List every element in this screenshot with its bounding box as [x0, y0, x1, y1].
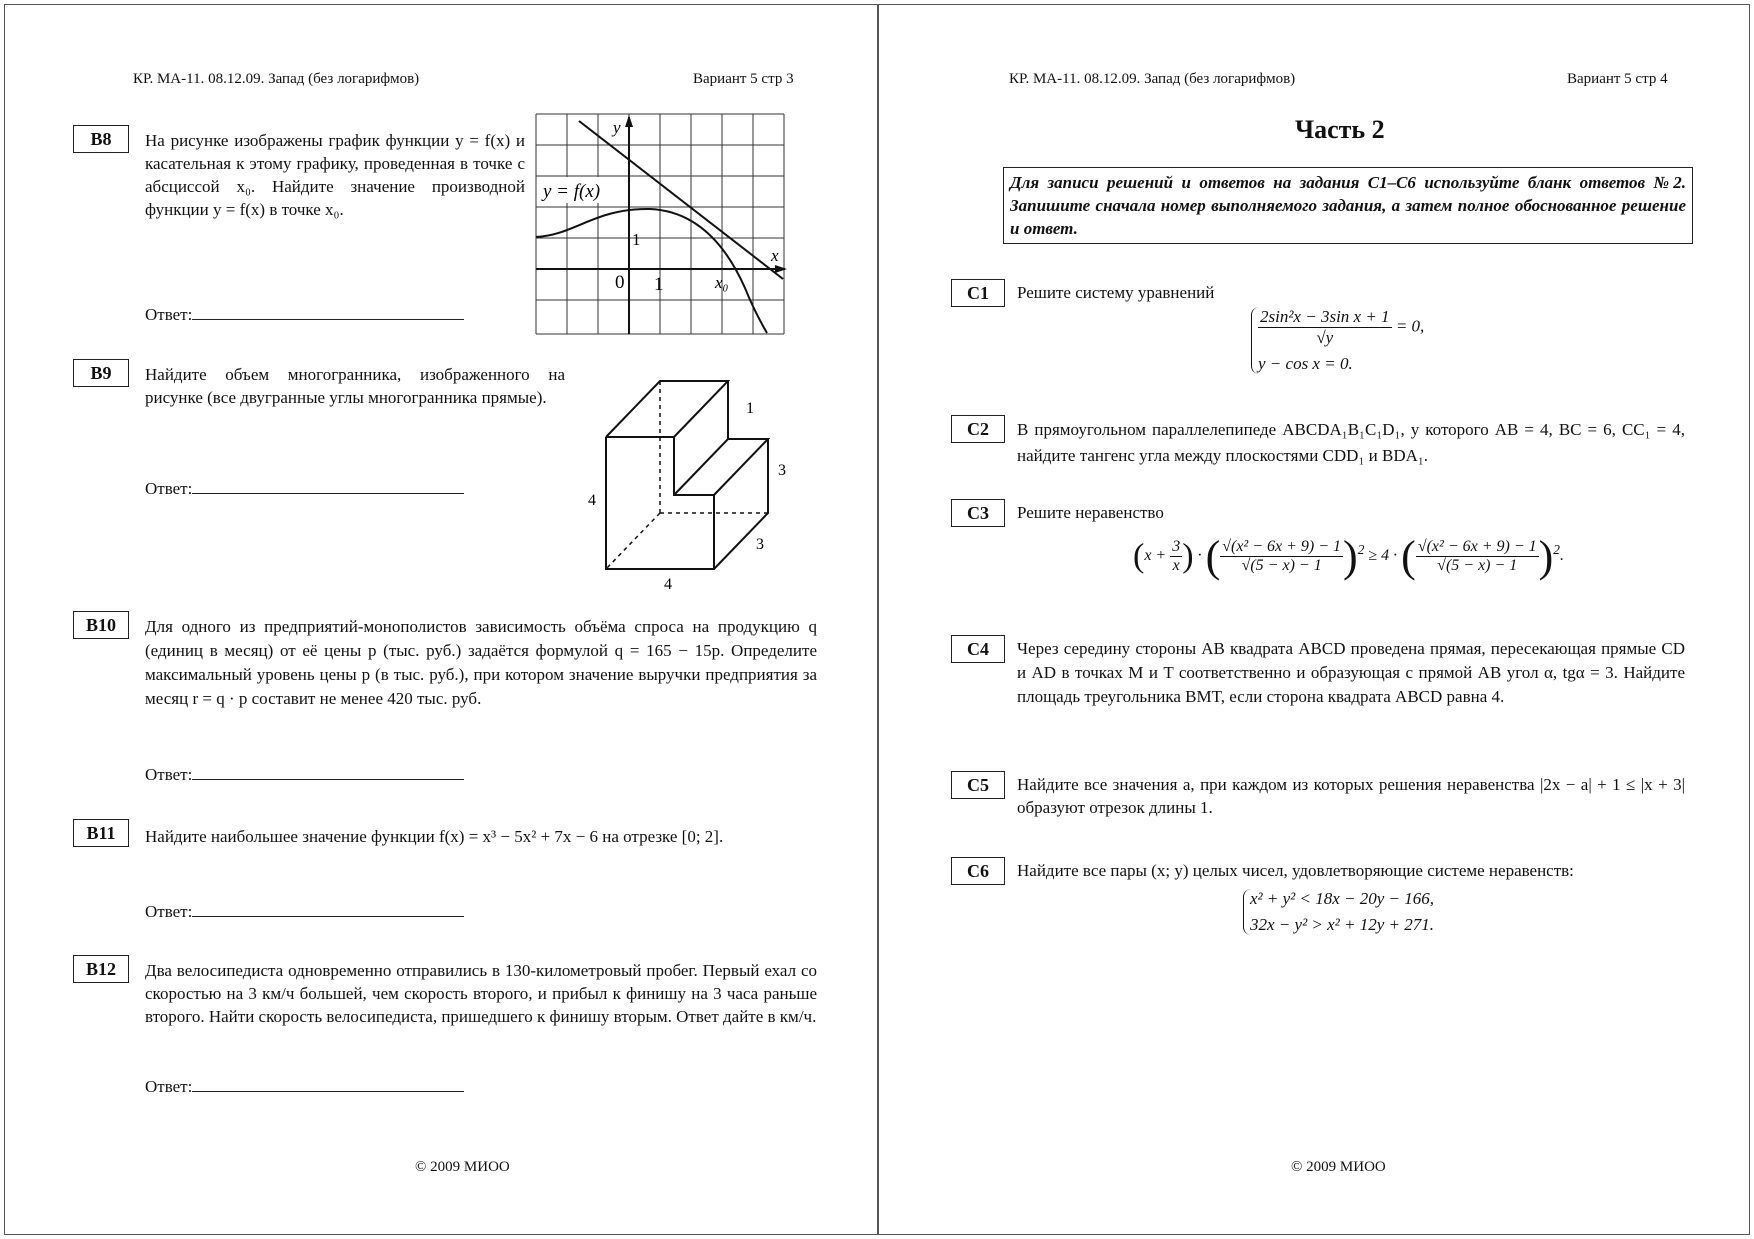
answer-b12: Ответ:	[145, 1077, 464, 1097]
answer-b10: Ответ:	[145, 765, 464, 785]
header-page-number: Вариант 5 стр 4	[1567, 71, 1668, 87]
c3-inequality: (x + $\frac{3}{x}$ ) · ( $\frac{\text{√(x² − 6x + 9) − 1}}{√(5 - x) - 1}$ )$^2$ ≥ 4 · ( $\frac{\text{√(x² − 6x + 9) − 1}}{√(5 - x) - 1}$ )$^2$.	[1133, 532, 1564, 581]
task-b10-text: Для одного из предприятий-монополистов зависимость объёма спроса на продукцию q (единиц в месяц) от её цены p (тыс. руб.) задаётся формулой q = 165 − 15p. Определите максимальный уровень цены p (в тыс. руб.), при котором значение выручки предприятия за месяц r = q · p составит не менее 420 тыс. руб.	[145, 617, 817, 708]
c3-frac-numerator: √(x² − 6x + 9) − 1	[1222, 538, 1342, 555]
answer-b11: Ответ:	[145, 902, 464, 922]
origin-label: 0	[615, 272, 625, 293]
task-label-c6: C6	[951, 857, 1005, 885]
polyhedron-figure	[580, 375, 800, 595]
dim-top: 1	[746, 400, 754, 417]
c6-ineq2: 32x − y² > x² + 12y + 271.	[1250, 915, 1435, 934]
page-right	[878, 4, 1750, 1235]
dim-depth: 3	[756, 536, 764, 553]
task-b9-text: Найдите объем многогранника, изображенного на рисунке (все двугранные углы многогранника прямые).	[145, 365, 565, 407]
task-c4-text: Через середину стороны AB квадрата ABCD проведена прямая, пересекающая прямые CD и AD в точках M и T соответственно и образующая с прямой AB угол α, tgα = 3. Найдите площадь треугольника BMT, если сторона квадрата ABCD равна 4.	[1017, 639, 1685, 706]
task-c5-text: Найдите все значения a, при каждом из которых решения неравенства |2x − a| + 1 ≤ |x + 3| образуют отрезок длины 1.	[1017, 775, 1685, 817]
c1-eq1-rhs: = 0,	[1395, 316, 1425, 336]
task-c1-text: Решите систему уравнений	[1017, 283, 1215, 302]
dim-right: 3	[778, 462, 786, 479]
x0-label: x₀	[715, 273, 729, 292]
task-label-c5: C5	[951, 771, 1005, 799]
task-label-c3: C3	[951, 499, 1005, 527]
task-label-c4: C4	[951, 635, 1005, 663]
dim-left: 4	[588, 492, 596, 509]
tick-1-x: 1	[654, 274, 664, 295]
task-b8-text: На рисунке изображены график функции y = f(x) и касательная к этому графику, проведенная в точке с абсциссой x₀. Найдите значение производной функции y = f(x) в точке x₀.	[145, 131, 525, 219]
task-label-b11: B11	[73, 819, 129, 847]
header-left-text: КР. МА-11. 08.12.09. Запад (без логарифмов)	[1009, 71, 1296, 87]
axis-y-label: y	[613, 118, 621, 137]
function-graph	[535, 113, 789, 335]
c1-eq1-denominator: √y	[1316, 328, 1334, 347]
instructions-box: Для записи решений и ответов на задания С1–С6 используйте бланк ответов №2. Запишите сначала номер выполняемого задания, а затем полное обоснованное решение и ответ.	[1003, 167, 1693, 244]
c1-system	[1251, 307, 1424, 374]
c1-eq1-numerator: 2sin²x − 3sin x + 1	[1260, 307, 1390, 326]
task-c3-text: Решите неравенство	[1017, 503, 1164, 522]
footer-copyright: © 2009 МИОО	[1291, 1159, 1386, 1175]
task-label-c2: C2	[951, 415, 1005, 443]
axis-x-label: x	[771, 246, 779, 265]
dim-bottom: 4	[664, 576, 672, 593]
task-label-c1: C1	[951, 279, 1005, 307]
footer-copyright: © 2009 МИОО	[415, 1159, 510, 1175]
page-left	[4, 4, 878, 1235]
task-label-b9: B9	[73, 359, 129, 387]
answer-b9: Ответ:	[145, 479, 464, 499]
function-label: y = f(x)	[543, 181, 601, 202]
part-title: Часть 2	[1295, 115, 1385, 144]
task-label-b12: B12	[73, 955, 129, 983]
task-label-b10: B10	[73, 611, 129, 639]
function-curve	[536, 209, 767, 333]
task-b12-text: Два велосипедиста одновременно отправились в 130-километровый пробег. Первый ехал со скоростью на 3 км/ч большей, чем скорость второго, и прибыл к финишу на 3 часа раньше второго. Найти скорость велосипедиста, пришедшего к финишу вторым. Ответ дайте в км/ч.	[145, 961, 817, 1026]
header-left-text: КР. МА-11. 08.12.09. Запад (без логарифмов)	[133, 71, 420, 87]
c3-frac-denominator: √(5 − x) − 1	[1241, 557, 1322, 574]
task-b11-text: Найдите наибольшее значение функции f(x) = x³ − 5x² + 7x − 6 на отрезке [0; 2].	[145, 827, 724, 846]
c6-system	[1243, 889, 1434, 935]
task-c6-text: Найдите все пары (x; y) целых чисел, удовлетворяющие системе неравенств:	[1017, 861, 1574, 880]
task-label-b8: B8	[73, 125, 129, 153]
tick-1-y: 1	[632, 230, 641, 249]
task-c2-text: В прямоугольном параллелепипеде ABCDA₁B₁C₁D₁, у которого AB = 4, BC = 6, CC₁ = 4, найдите тангенс угла между плоскостями CDD₁ и BDA₁.	[1017, 420, 1685, 465]
header-page-number: Вариант 5 стр 3	[693, 71, 794, 87]
answer-b8: Ответ:	[145, 305, 464, 325]
c6-ineq1: x² + y² < 18x − 20y − 166,	[1250, 889, 1435, 908]
c1-eq2: y − cos x = 0.	[1258, 354, 1353, 373]
